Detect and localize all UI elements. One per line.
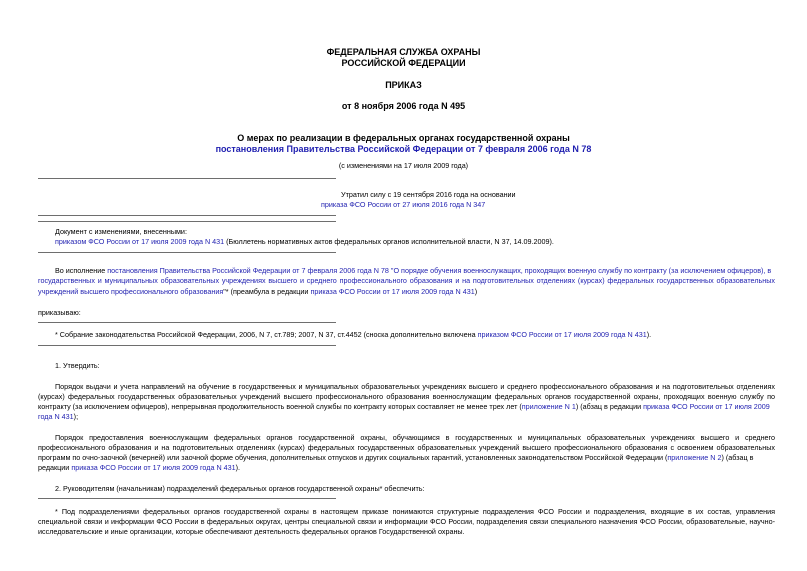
footnote-2-l2: специальной связи и информации ФСО России в федеральных округах, центры специальной связи и информации ФСО России, подразделения связи специального назначения ФСО России, образовательные, научно- [38, 517, 775, 526]
divider [38, 252, 336, 253]
item-1: 1. Утвердить: [55, 361, 100, 370]
amendment-note: (с изменениями на 17 июля 2009 года) [338, 161, 469, 170]
para-order-l1: Порядок выдачи и учета направлений на обучение в государственных и муниципальных образовательных учреждениях высшего и среднего профессионального образования и на подготовительных отделениях [55, 382, 775, 391]
footnote-1-link[interactable]: приказом ФСО России от 17 июля 2009 года N 431 [477, 330, 647, 339]
para-grant-text: программ по очно-заочной (вечерней) или заочной форме обучения, дополнительных отпусков и других социальных гарантий, установленных законодательством Российской Федерации ( [38, 453, 668, 462]
preamble-link-title[interactable]: "О порядке обучения военнослужащих, проходящих военную службу по контракту (за исключением офицеров), в [388, 266, 772, 275]
doc-date-number: от 8 ноября 2006 года N 495 [341, 101, 466, 111]
para-grant-l4 [38, 463, 240, 473]
appendix-2-link[interactable]: приложение N 2 [667, 453, 722, 462]
para-order-l3 [38, 402, 770, 412]
para-grant-mid: ) (абзац в [721, 453, 754, 462]
footnote-1 [55, 330, 651, 340]
para-order-mid: ) (абзац в редакции [575, 402, 644, 411]
order-word: приказываю: [38, 308, 81, 317]
org-name-line1: ФЕДЕРАЛЬНАЯ СЛУЖБА ОХРАНЫ [326, 47, 481, 57]
item-2: 2. Руководителям (начальникам) подразделений федеральных органов государственной охраны* обеспечить: [55, 484, 425, 493]
para-order-l2: (курсах) федеральных государственных образовательных учреждений высшего профессионального образования военнослужащим федеральных органов государственной охраны, проходящих военную службу по [38, 392, 775, 401]
doc-title: О мерах по реализации в федеральных органах государственной охраны [237, 133, 570, 143]
para-grant-pre: редакции [38, 463, 72, 472]
divider [38, 178, 336, 179]
para-order-l4 [38, 412, 78, 422]
divider [38, 215, 336, 216]
preamble-link-order[interactable]: приказа ФСО России от 17 июля 2009 года N 431 [310, 287, 475, 296]
footnote-2-l1: * Под подразделениями федеральных органов государственной охраны в настоящем приказе понимаются структурные подразделения ФСО России и подразделения, входящие в их состав, управления [55, 507, 775, 516]
org-name-line2: РОССИЙСКОЙ ФЕДЕРАЦИИ [341, 58, 466, 68]
status-link[interactable]: приказа ФСО России от 27 июля 2016 года N 347 [321, 200, 486, 209]
appendix-1-link[interactable]: приложение N 1 [521, 402, 576, 411]
preamble-after: "* (преамбула в редакции [223, 287, 311, 296]
divider [38, 498, 336, 499]
para-order-text: контракту (за исключением офицеров), непрерывная продолжительность военной службы по контракту которых составляет не менее трех лет ( [38, 402, 522, 411]
para-order-edit-link[interactable]: приказа ФСО России от 17 июля 2009 [643, 402, 770, 411]
doc-type: ПРИКАЗ [385, 80, 422, 90]
para-grant-edit-link[interactable]: приказа ФСО России от 17 июля 2009 года N 431 [71, 463, 236, 472]
divider [38, 322, 336, 323]
title-link[interactable]: постановления Правительства Российской Федерации от 7 февраля 2006 года N 78 [215, 144, 592, 154]
preamble-link-decree[interactable]: постановления Правительства Российской Федерации от 7 февраля 2006 года N 78 [107, 266, 389, 275]
preamble-line2[interactable]: государственных и муниципальных образовательных учреждениях высшего и среднего профессионального образования и на подготовительных отделениях (курсах) федеральных государственных образовательных [38, 276, 775, 285]
para-grant-l3 [38, 453, 753, 463]
preamble-close: ) [474, 287, 478, 296]
footnote-1-close: ). [646, 330, 652, 339]
amendments-label: Документ с изменениями, внесенными: [55, 227, 187, 236]
para-grant-end: ). [235, 463, 241, 472]
amendments-line [55, 237, 554, 247]
preamble-line1 [55, 266, 775, 276]
para-order-edit-link-end[interactable]: года N 431 [38, 412, 74, 421]
para-grant-l1: Порядок предоставления военнослужащим федеральных органов государственной охраны, обучающимся в государственных и муниципальных образовательных учреждениях высшего и среднего [55, 433, 775, 442]
preamble-prefix: Во исполнение [55, 266, 108, 275]
preamble-link-title-end[interactable]: учреждений высшего профессионального образования [38, 287, 224, 296]
divider [38, 345, 336, 346]
status-line: Утратил силу с 19 сентября 2016 года на основании [341, 190, 516, 199]
amendments-link[interactable]: приказом ФСО России от 17 июля 2009 года N 431 [55, 237, 225, 246]
para-grant-l2: профессионального образования и на подготовительных отделениях (курсах) федеральных государственных образовательных учреждений высшего профессионального образования с освоением образовательных [38, 443, 775, 452]
amendments-source: (Бюллетень нормативных актов федеральных органов исполнительной власти, N 37, 14.09.2009). [224, 237, 554, 246]
preamble-line3 [38, 287, 477, 297]
divider [38, 221, 336, 222]
footnote-1-text: * Собрание законодательства Российской Федерации, 2006, N 7, ст.789; 2007, N 37, ст.4452 (сноска дополнительно включена [55, 330, 478, 339]
footnote-2-l3: исследовательские и иные организации, которые обеспечивают деятельность федеральных органов Государственной охраны. [38, 527, 465, 536]
para-order-end: ); [73, 412, 79, 421]
